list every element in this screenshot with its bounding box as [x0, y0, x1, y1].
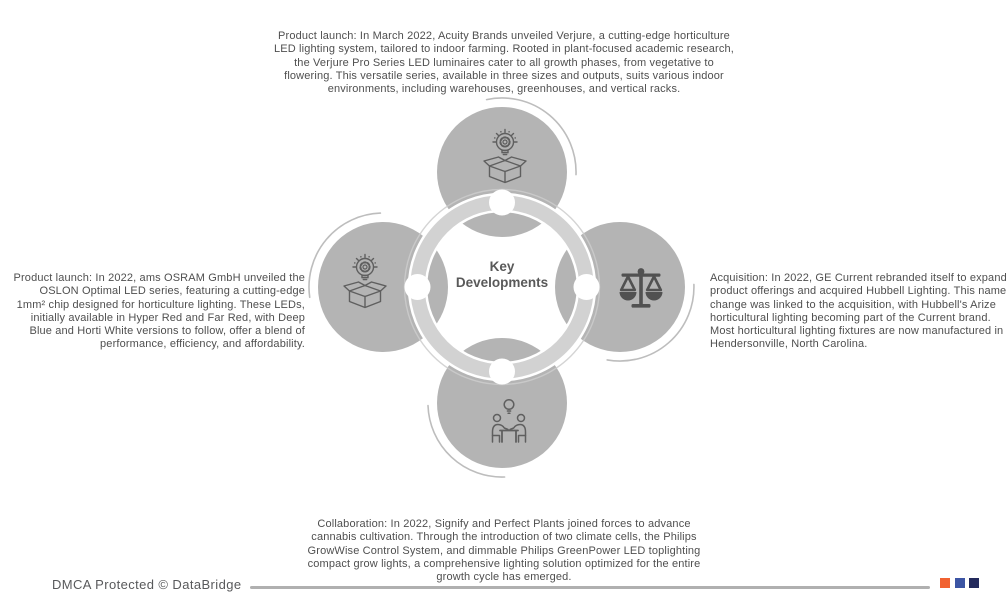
- footer-divider-line: [250, 586, 930, 589]
- diagram-center-title: Key Developments: [455, 259, 549, 290]
- description-left-product-launch: Product launch: In 2022, ams OSRAM GmbH unveiled the OSLON Optimal LED series, featuring a cutting-edge 1mm² chip designed for horticulture lighting. These LEDs, initially available in Hyper Red and Far Red, with Deep Blue and Horti White versions to follow, offer a blend of performance, efficiency, and affordability.: [13, 272, 305, 351]
- brand-square-blue: [955, 578, 965, 588]
- description-right-acquisition: Acquisition: In 2022, GE Current rebranded itself to expand product offerings and acquired Hubbell Lighting. This name change was linked to the acquisition, with Hubbell's Arize horticultural lighting becoming part of the Current brand. Most horticultural lighting fixtures are now manufactured in Hendersonville, North Carolina.: [710, 272, 1007, 351]
- brand-square-navy: [969, 578, 979, 588]
- description-top-product-launch: Product launch: In March 2022, Acuity Brands unveiled Verjure, a cutting-edge horticulture LED lighting system, tailored to indoor farming. Rooted in plant-focused academic research, the Verjure Pro Series LED luminaires cater to all growth phases, from vegetative to flowering. This versatile series, available in three sizes and outputs, suits various indoor environments, including warehouses, greenhouses, and vertical racks.: [274, 30, 734, 96]
- description-bottom-collaboration: Collaboration: In 2022, Signify and Perfect Plants joined forces to advance cannabis cultivation. Through the introduction of two climate cells, the Philips GrowWise Control System, and dimmable Philips GreenPower LED toplighting compact grow lights, a comprehensive lighting solution optimized for the entire growth cycle has emerged.: [307, 518, 701, 584]
- brand-square-orange: [940, 578, 950, 588]
- dmca-protected-label: DMCA Protected © DataBridge: [52, 577, 242, 592]
